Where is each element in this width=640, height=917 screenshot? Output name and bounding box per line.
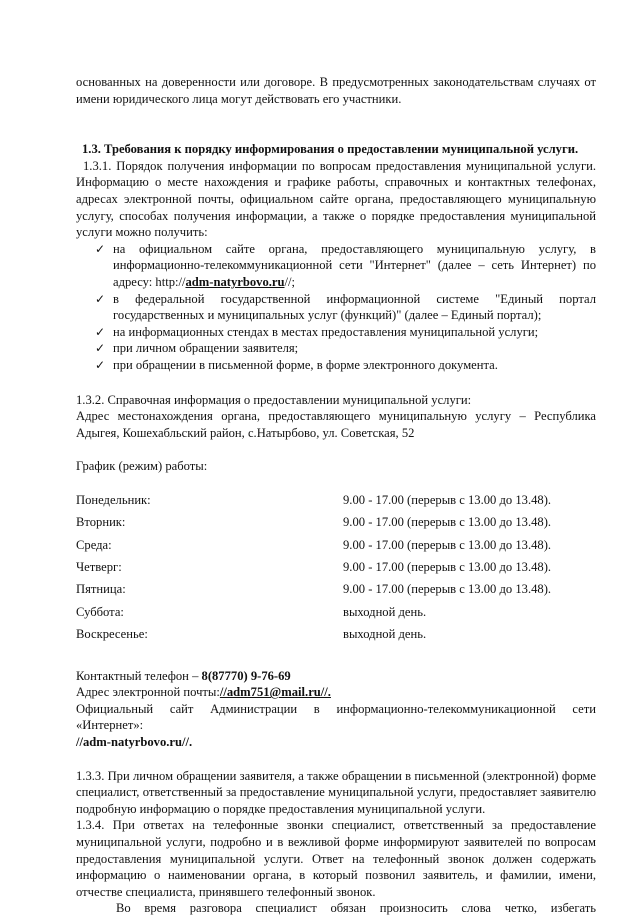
info-sources-list bbox=[76, 241, 596, 374]
schedule-day: Среда: bbox=[76, 537, 112, 552]
schedule-hours: 9.00 - 17.00 (перерыв с 13.00 до 13.48). bbox=[343, 582, 552, 597]
list-item-text: в федеральной государственной информационной системе "Единый портал государственных и муниципальных услуг (функций)" (далее – Единый портал); bbox=[113, 291, 596, 323]
list-item bbox=[76, 340, 596, 357]
schedule-title: График (режим) работы: bbox=[76, 459, 208, 474]
site-link[interactable]: adm-natyrbovo.ru bbox=[185, 274, 285, 289]
list-item bbox=[76, 357, 596, 374]
list-item-text: при личном обращении заявителя; bbox=[113, 341, 299, 356]
schedule-hours: 9.00 - 17.00 (перерыв с 13.00 до 13.48). bbox=[343, 537, 552, 552]
site-url[interactable]: //adm-natyrbovo.ru//. bbox=[76, 734, 193, 749]
list-item-text: на информационных стендах в местах предоставления муниципальной услуги; bbox=[113, 324, 539, 339]
schedule-row bbox=[76, 626, 596, 648]
email-label: Адрес электронной почты: bbox=[76, 685, 220, 700]
schedule-hours: выходной день. bbox=[343, 604, 427, 619]
schedule-day: Четверг: bbox=[76, 560, 122, 575]
address-paragraph: Адрес местонахождения органа, предоставляющего муниципальную услугу – Республика Адыгея, Кошехабльский район, с.Натырбово, ул. Советская, 52 bbox=[76, 409, 596, 440]
schedule-row bbox=[76, 604, 596, 626]
phone-number: 8(87770) 9-76-69 bbox=[201, 668, 291, 683]
schedule-row bbox=[76, 559, 596, 581]
checkmark-icon: ✓ bbox=[95, 241, 106, 256]
schedule-day: Пятница: bbox=[76, 582, 126, 597]
checkmark-icon: ✓ bbox=[95, 357, 106, 372]
list-item-text: при обращении в письменной форме, в форме электронного документа. bbox=[113, 357, 498, 372]
intro-paragraph: основанных на доверенности или договоре. В предусмотренных законодательствам случаях от имени юридического лица могут действовать его участники. bbox=[76, 75, 596, 106]
email-link[interactable]: //adm751@mail.ru//. bbox=[219, 685, 331, 700]
document-page bbox=[76, 74, 596, 917]
list-item bbox=[76, 291, 596, 324]
schedule-day: Вторник: bbox=[76, 515, 126, 530]
schedule-row bbox=[76, 537, 596, 559]
list-item bbox=[76, 241, 596, 291]
schedule-row bbox=[76, 492, 596, 514]
schedule-day: Понедельник: bbox=[76, 492, 151, 507]
schedule-day: Воскресенье: bbox=[76, 627, 148, 642]
schedule-row bbox=[76, 514, 596, 536]
paragraph-1-3-3: 1.3.3. При личном обращении заявителя, а также обращении в письменной (электронной) форме специалист, ответственный за предоставление муниципальной услуги, предоставляет заявителю подробную информацию о порядке предоставления муниципальной услуги. bbox=[76, 768, 596, 816]
checkmark-icon: ✓ bbox=[95, 324, 106, 339]
paragraph-last-line: Во время разговора специалист обязан произносить слова четко, избегать bbox=[116, 901, 596, 916]
checkmark-icon: ✓ bbox=[95, 291, 106, 306]
schedule-row bbox=[76, 581, 596, 603]
phone-line bbox=[76, 668, 596, 685]
section-heading: 1.3. Требования к порядку информирования о предоставлении муниципальной услуги. bbox=[82, 142, 579, 157]
phone-label: Контактный телефон – bbox=[76, 668, 202, 683]
paragraph-1-3-2-title: 1.3.2. Справочная информация о предоставлении муниципальной услуги: bbox=[76, 392, 472, 407]
schedule-table bbox=[76, 492, 596, 649]
list-item-text-end: //; bbox=[284, 274, 296, 289]
schedule-hours: 9.00 - 17.00 (перерыв с 13.00 до 13.48). bbox=[343, 492, 552, 507]
paragraph-1-3-4: 1.3.4. При ответах на телефонные звонки специалист, ответственный за предоставление муниципальной услуги, подробно и в вежливой форме информируют заявителей по вопросам предоставления муниципальной услуги. Ответ на телефонный звонок должен содержать информацию о наименовании органа, в который позвонил заявитель, и фамилии, имени, отчестве специалиста, принявшего телефонный звонок. bbox=[76, 818, 596, 899]
checkmark-icon: ✓ bbox=[95, 341, 106, 356]
schedule-day: Суббота: bbox=[76, 604, 124, 619]
email-line bbox=[76, 684, 596, 701]
schedule-hours: 9.00 - 17.00 (перерыв с 13.00 до 13.48). bbox=[343, 560, 552, 575]
paragraph-1-3-1: 1.3.1. Порядок получения информации по вопросам предоставления муниципальной услуги. Информацию о месте нахождения и графике работы, справочных и контактных телефонах, адресах электронной почты, официальном сайте органа, предоставляющего муниципальную услугу, способах получения информации, а также о порядке предоставления муниципальной услуги можно получить: bbox=[76, 158, 596, 240]
list-item-text: на официальном сайте органа, предоставляющего муниципальную услугу, в информационно-телекоммуникационной сети "Интернет" (далее – сеть Интернет) по адресу: http:// bbox=[113, 241, 596, 289]
schedule-hours: выходной день. bbox=[343, 627, 427, 642]
list-item bbox=[76, 324, 596, 341]
schedule-hours: 9.00 - 17.00 (перерыв с 13.00 до 13.48). bbox=[343, 515, 552, 530]
site-label: Официальный сайт Администрации в информационно-телекоммуникационной сети «Интернет»: bbox=[76, 701, 596, 733]
